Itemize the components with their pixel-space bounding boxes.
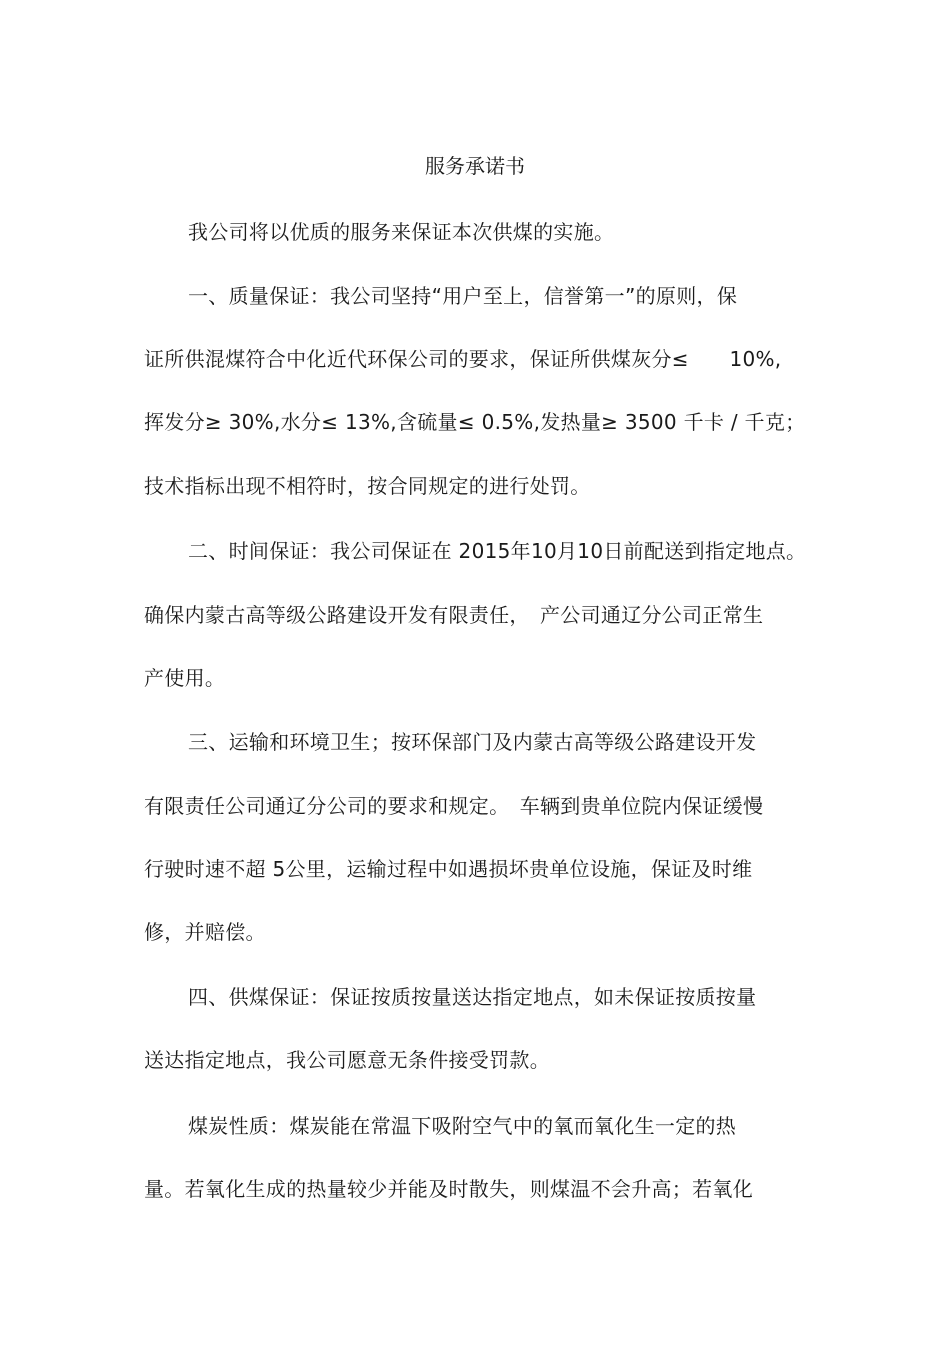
paragraph-line: 行驶时速不超 5公里，运输过程中如遇损坏贵单位设施，保证及时维 bbox=[144, 857, 753, 881]
paragraph-line: 修，并赔偿。 bbox=[144, 920, 266, 944]
paragraph-line: 四、供煤保证：保证按质按量送达指定地点，如未保证按质按量 bbox=[188, 985, 757, 1009]
paragraph-line: 我公司将以优质的服务来保证本次供煤的实施。 bbox=[188, 220, 615, 244]
paragraph-line: 量。若氧化生成的热量较少并能及时散失，则煤温不会升高；若氧化 bbox=[144, 1177, 753, 1201]
paragraph-line: 有限责任公司通辽分公司的要求和规定。 车辆到贵单位院内保证缓慢 bbox=[144, 794, 764, 818]
paragraph-line: 三、运输和环境卫生；按环保部门及内蒙古高等级公路建设开发 bbox=[188, 730, 757, 754]
paragraph-line: 技术指标出现不相符时，按合同规定的进行处罚。 bbox=[144, 474, 591, 498]
paragraph-line: 二、时间保证：我公司保证在 2015年10月10日前配送到指定地点。 bbox=[188, 539, 807, 563]
paragraph-line: 煤炭性质：煤炭能在常温下吸附空气中的氧而氧化生一定的热 bbox=[188, 1114, 737, 1138]
paragraph-line: 证所供混煤符合中化近代环保公司的要求，保证所供煤灰分≤ 10%, bbox=[144, 347, 782, 371]
paragraph-line: 一、质量保证：我公司坚持“用户至上，信誉第一”的原则，保 bbox=[188, 284, 738, 308]
paragraph-line: 产使用。 bbox=[144, 666, 226, 690]
paragraph-line: 挥发分≥ 30%,水分≤ 13%,含硫量≤ 0.5%,发热量≥ 3500 千卡 / 千克； bbox=[144, 410, 806, 434]
document-title: 服务承诺书 bbox=[425, 154, 525, 178]
paragraph-line: 送达指定地点，我公司愿意无条件接受罚款。 bbox=[144, 1048, 550, 1072]
paragraph-line: 确保内蒙古高等级公路建设开发有限责任， 产公司通辽分公司正常生 bbox=[144, 603, 764, 627]
